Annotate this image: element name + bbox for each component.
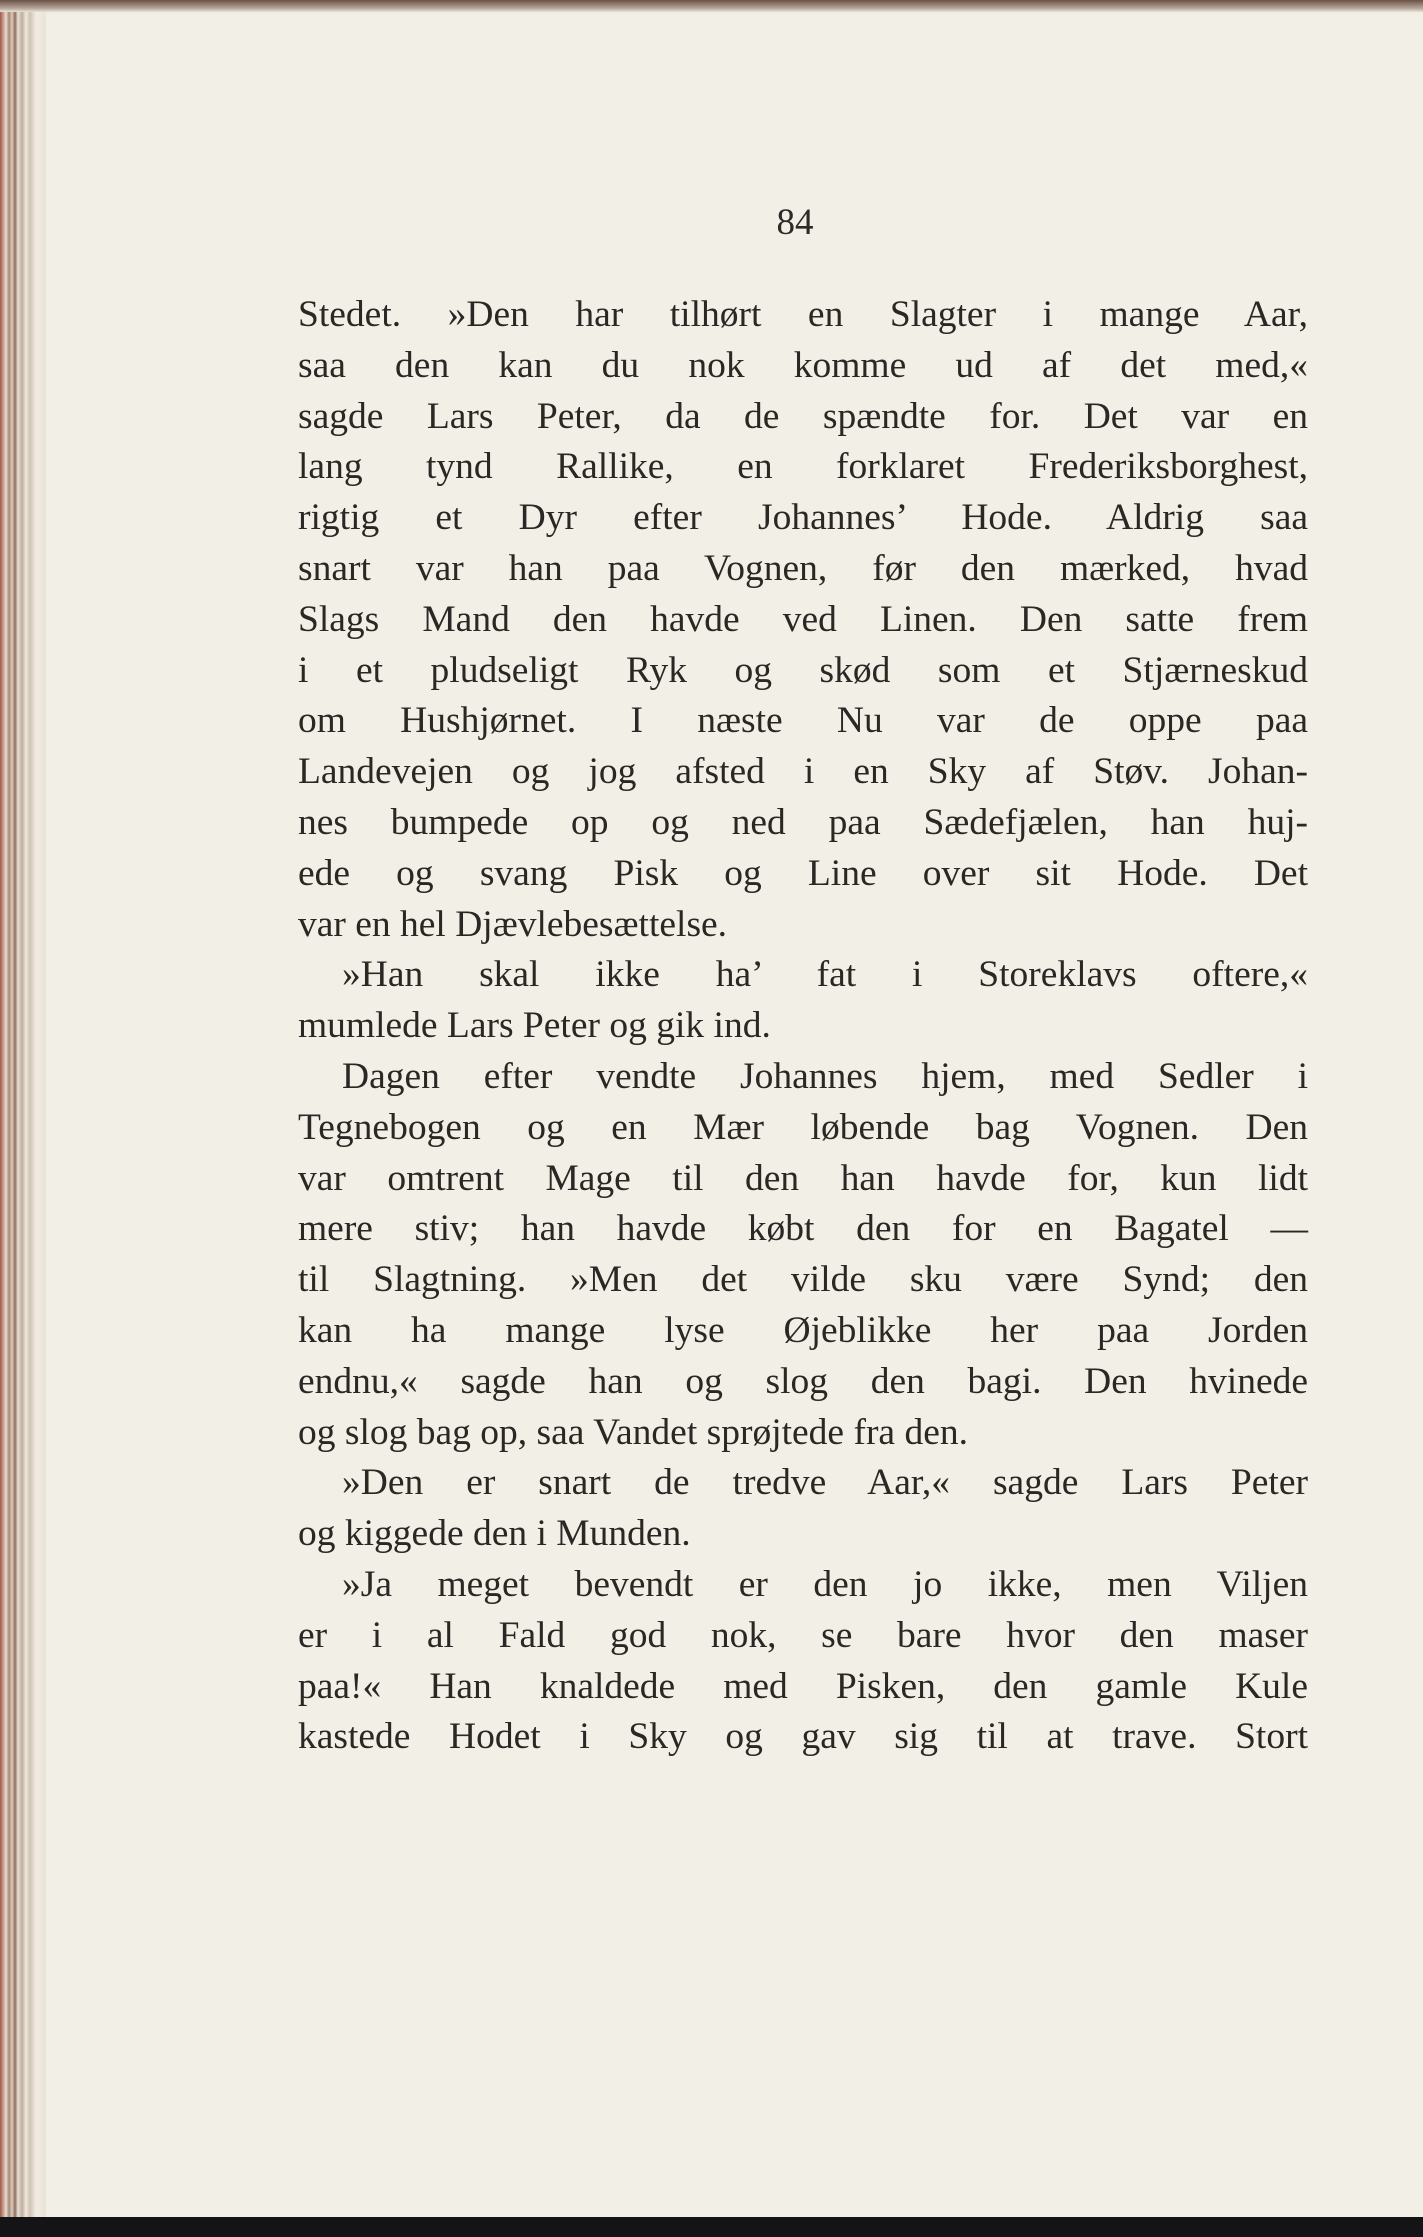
text-line: er i al Fald god nok, se bare hvor den maser [298,1614,1308,1656]
text-line: paa!« Han knaldede med Pisken, den gamle Kule [298,1665,1308,1707]
text-line: i et pludseligt Ryk og skød som et Stjærneskud [298,649,1308,691]
text-line: ede og svang Pisk og Line over sit Hode. Det [298,852,1308,894]
text-line: kastede Hodet i Sky og gav sig til at trave. Stort [298,1716,1308,1758]
text-line: endnu,« sagde han og slog den bagi. Den hvinede [298,1360,1308,1402]
text-line: snart var han paa Vognen, før den mærked, hvad [298,547,1308,589]
text-line: Landevejen og jog afsted i en Sky af Støv. Johan- [298,751,1308,793]
text-line: sagde Lars Peter, da de spændte for. Det var en [298,395,1308,437]
text-line: var omtrent Mage til den han havde for, kun lidt [298,1157,1308,1199]
text-line: mere stiv; han havde købt den for en Bagatel — [298,1208,1308,1250]
text-line: om Hushjørnet. I næste Nu var de oppe paa [298,700,1308,742]
page-number: 84 [776,202,814,243]
text-line: og kiggede den i Munden. [298,1513,691,1555]
text-line: Stedet. »Den har tilhørt en Slagter i mange Aar, [298,294,1308,335]
text-line: var en hel Djævlebesættelse. [298,903,728,945]
text-line: Tegnebogen og en Mær løbende bag Vognen. Den [298,1106,1308,1148]
body-text [298,290,1308,1763]
text-line: nes bumpede op og ned paa Sædefjælen, han huj- [298,801,1308,843]
book-binding-edge [0,0,46,2237]
text-line: »Han skal ikke ha’ fat i Storeklavs oftere,« [342,954,1308,996]
text-line: Slags Mand den havde ved Linen. Den satte frem [298,598,1308,640]
page-bottom-edge [0,2217,1423,2237]
text-line: lang tynd Rallike, en forklaret Frederiksborghest, [298,446,1308,488]
text-line: til Slagtning. »Men det vilde sku være Synd; den [298,1259,1308,1301]
text-line: saa den kan du nok komme ud af det med,« [298,344,1308,386]
text-line: og slog bag op, saa Vandet sprøjtede fra den. [298,1411,968,1453]
text-line: mumlede Lars Peter og gik ind. [298,1005,771,1047]
text-line: Dagen efter vendte Johannes hjem, med Sedler i [342,1055,1308,1097]
text-line: rigtig et Dyr efter Johannes’ Hode. Aldrig saa [298,497,1308,539]
text-line: »Ja meget bevendt er den jo ikke, men Viljen [342,1563,1308,1605]
text-line: kan ha mange lyse Øjeblikke her paa Jorden [298,1309,1308,1351]
text-line: »Den er snart de tredve Aar,« sagde Lars Peter [342,1462,1308,1504]
page-top-edge [0,0,1423,12]
